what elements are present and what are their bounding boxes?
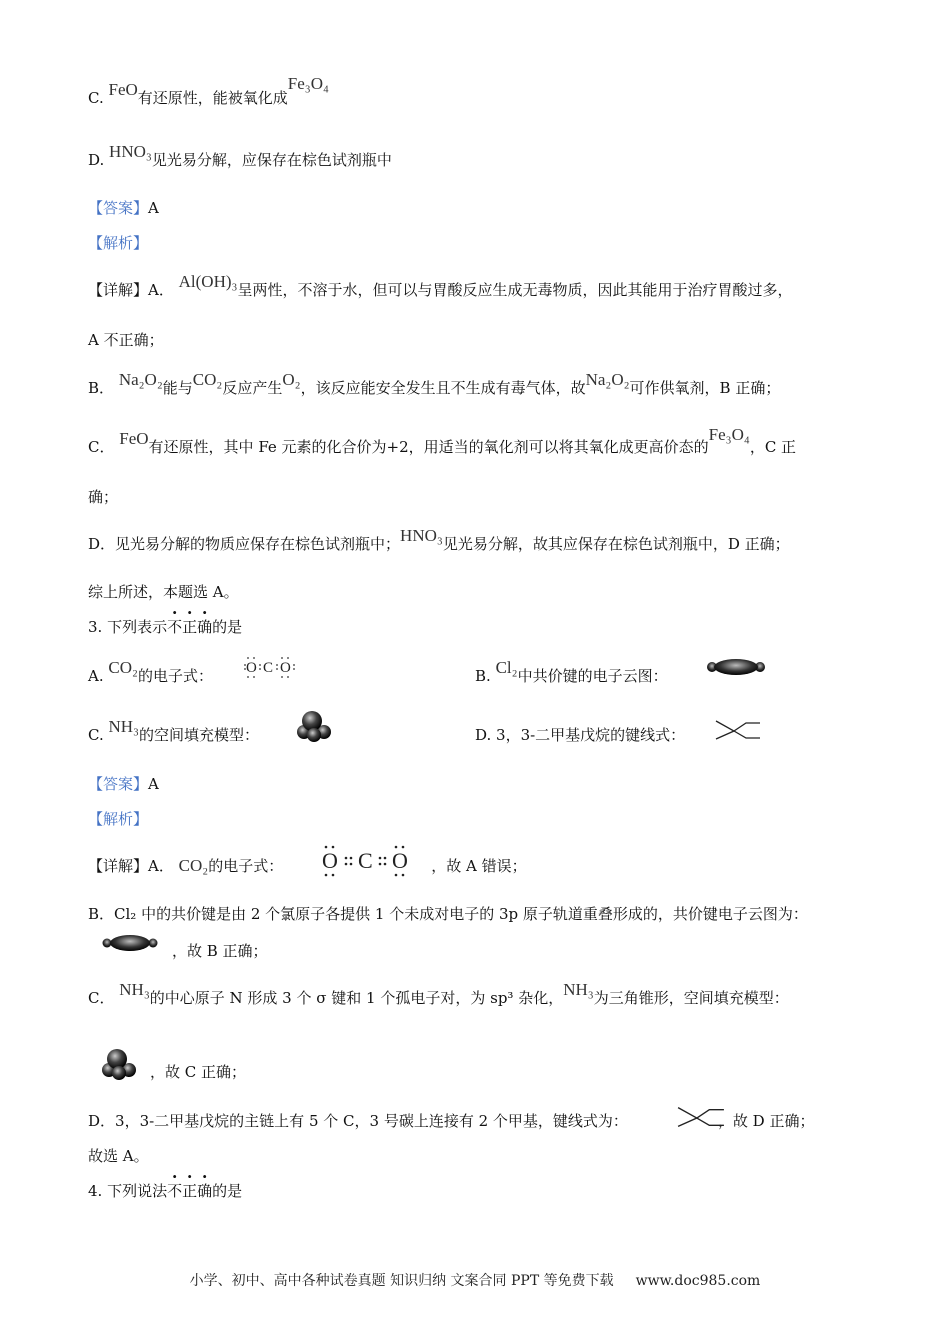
nh3-space-filling-model-large-image	[98, 1046, 140, 1080]
svg-text:C: C	[358, 848, 373, 873]
footer-url[interactable]: www.doc985.com	[635, 1273, 761, 1289]
q2-analysis-tag: 【解析】	[88, 234, 149, 252]
q3-explain-b: B．Cl₂ 中的共价键是由 2 个氯原子各提供 1 个未成对电子的 3p 原子轨道重叠形成的，共价键电子云图为：	[88, 905, 808, 923]
svg-text:O: O	[246, 660, 257, 676]
co2-electron-formula-large-image	[318, 843, 414, 877]
svg-text:O: O	[280, 660, 291, 676]
svg-text:O: O	[392, 848, 408, 873]
page-footer	[0, 1270, 950, 1290]
q2-answer: 【答案】A	[88, 199, 159, 217]
cl2-electron-cloud-large-image	[100, 933, 160, 953]
q2-option-d: D. HNO₃见光易分解，应保存在棕色试剂瓶中	[88, 142, 392, 169]
formula: FeO	[108, 80, 138, 99]
q3-explain-c: C． NH₃的中心原子 N 形成 3 个 σ 键和 1 个孤电子对，为 sp³ 杂化，NH₃为三角锥形，空间填充模型：	[88, 980, 789, 1007]
formula: Fe₃O₄	[287, 74, 329, 93]
q2-analysis-c2: 确；	[88, 488, 119, 506]
q3-stem: 3. 下列表示不正确的是	[88, 618, 243, 636]
q2-analysis-b: B． Na₂O₂能与CO₂反应产生O₂，该反应能安全发生且不生成有毒气体，故Na₂O₂可作供氧剂，B 正确；	[88, 370, 781, 397]
co2-electron-formula-image	[244, 655, 296, 679]
footer-text: 小学、初中、高中各种试卷真题 知识归纳 文案合同 PPT 等免费下载	[189, 1273, 614, 1289]
nh3-space-filling-model-image	[294, 708, 334, 742]
formula: HNO₃	[109, 142, 152, 161]
q2-analysis-a2: A 不正确；	[88, 331, 164, 349]
q3-explain-b2: ，故 B 正确；	[172, 942, 268, 960]
q3-explain-c2: ，故 C 正确；	[150, 1063, 247, 1081]
q3-answer: 【答案】A	[88, 775, 159, 793]
skeletal-formula-large-image	[676, 1104, 726, 1130]
q2-analysis-c: C． FeO有还原性，其中 Fe 元素的化合价为+2，用适当的氧化剂可以将其氧化成更高价态的Fe₃O₄，C 正	[88, 425, 797, 456]
svg-text:C: C	[263, 660, 274, 676]
svg-text:O: O	[322, 848, 338, 873]
q2-summary: 综上所述，本题选 A。	[88, 583, 239, 601]
q3-explain-d: D．3，3-二甲基戊烷的主链上有 5 个 C，3 号碳上连接有 2 个甲基，键线式为： ，故 D 正确；	[88, 1112, 815, 1130]
q3-option-c: C. NH₃的空间填充模型：	[88, 717, 259, 744]
q3-final: 故选 A。	[88, 1147, 149, 1165]
cl2-electron-cloud-image	[704, 657, 768, 677]
emphasis-dots-text: 不正确	[167, 618, 213, 636]
q2-analysis-a: 【详解】A． Al(OH)₃呈两性，不溶于水，但可以与胃酸反应生成无毒物质，因此其能用于治疗胃酸过多，	[88, 272, 793, 299]
skeletal-formula-image	[714, 718, 762, 742]
q2-analysis-d: D．见光易分解的物质应保存在棕色试剂瓶中；HNO₃见光易分解，故其应保存在棕色试剂瓶中，D 正确；	[88, 526, 790, 553]
q3-option-a: A. CO₂的电子式：	[88, 658, 213, 685]
q3-analysis-tag: 【解析】	[88, 810, 149, 828]
q3-option-b: B. Cl₂中共价键的电子云图：	[475, 658, 668, 685]
q3-explain-a: 【详解】A． CO₂的电子式： ，故 A 错误；	[88, 856, 527, 875]
q3-option-d: D. 3，3-二甲基戊烷的键线式：	[475, 726, 686, 744]
q2-option-c: C. FeO有还原性，能被氧化成Fe₃O₄	[88, 74, 329, 107]
q4-stem: 4. 下列说法不正确的是	[88, 1182, 243, 1200]
